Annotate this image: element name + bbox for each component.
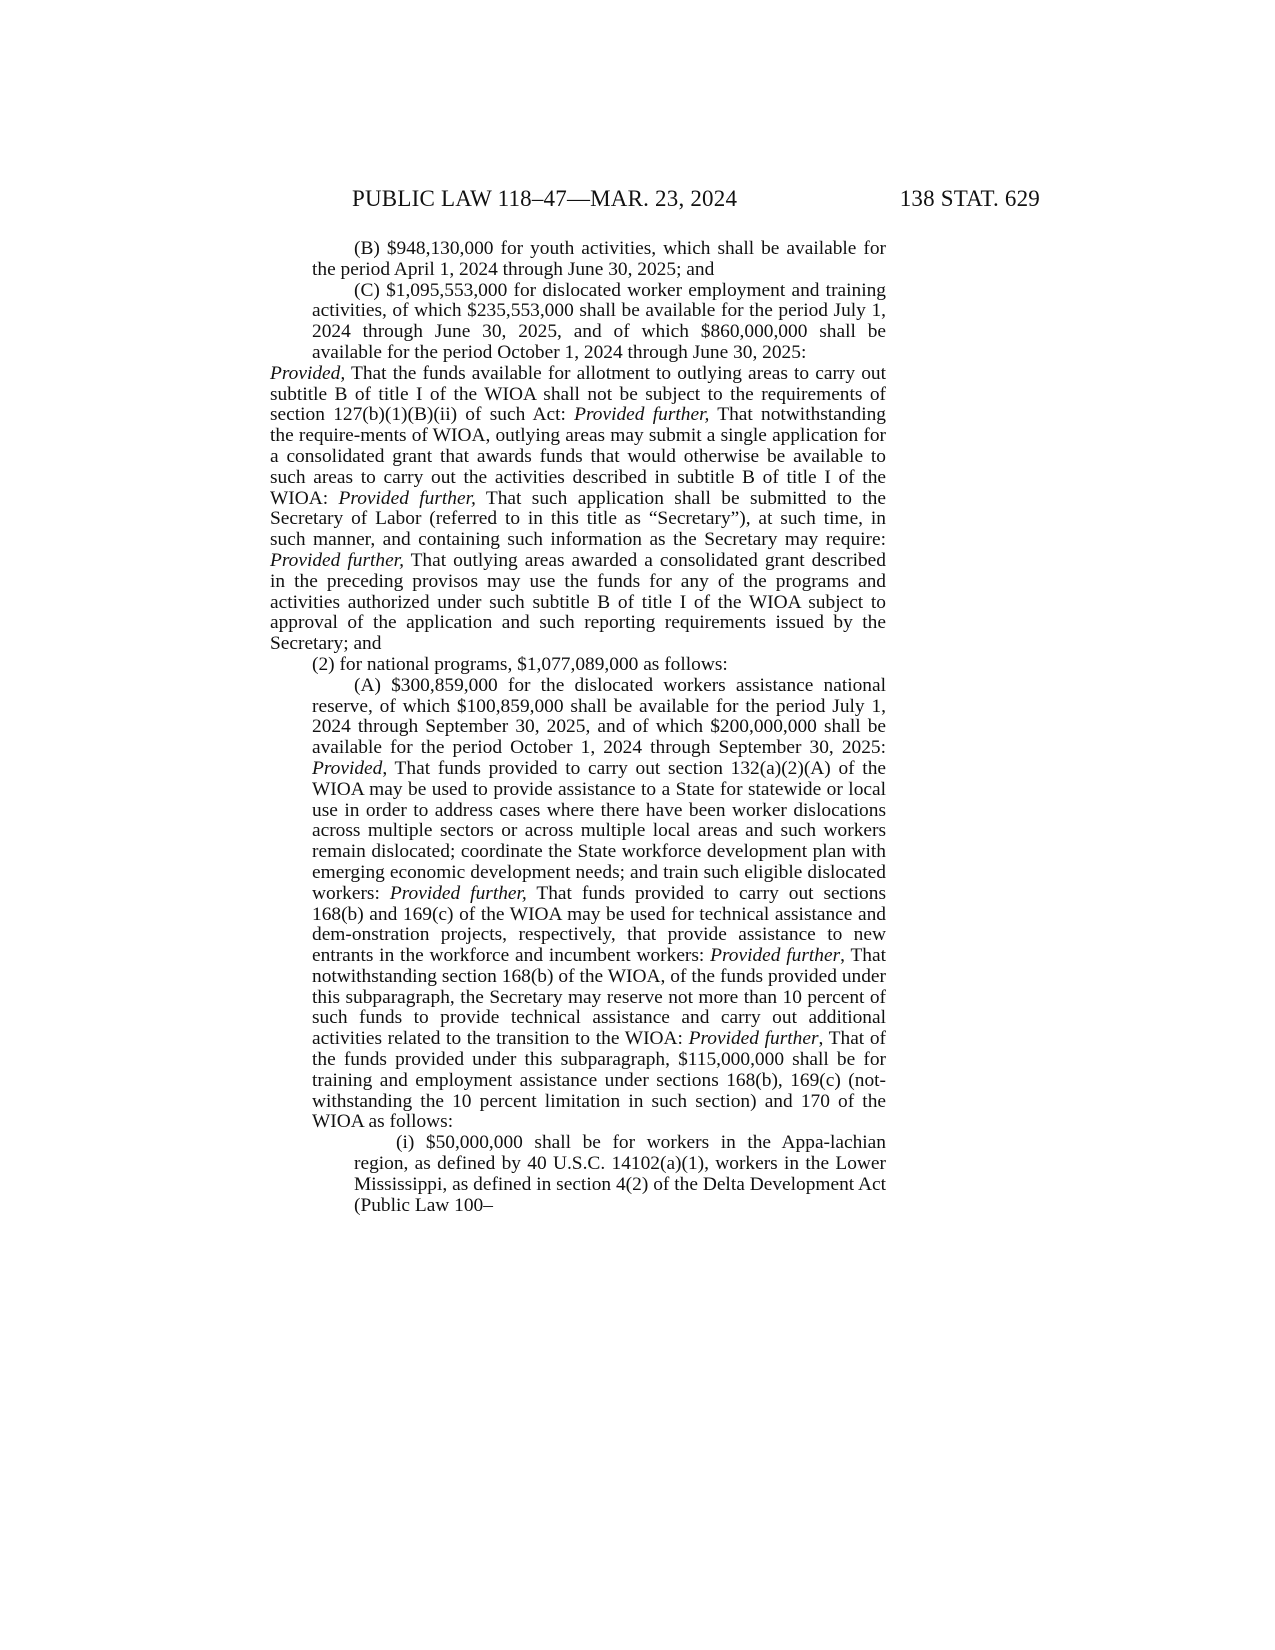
proviso-phrase: Provided further,: [338, 487, 476, 509]
statute-text: That notwithstanding the require-ments of WIOA, outlying areas may submit a single application for a consolidated grant that awards funds that would otherwise be available to such areas to carry out the activities described in subtitle B of title I of the WIOA:: [270, 404, 886, 509]
paragraph-B: [312, 239, 886, 281]
statute-text: , That notwithstanding section 168(b) of the WIOA, of the funds provided under this subparagraph, the Secretary may reserve not more than 10 percent of such funds to provide technical assistance and carry out additional activities related to the transition to the WIOA:: [312, 945, 886, 1050]
paragraph-provisos: [270, 364, 886, 655]
proviso-phrase: Provided further,: [574, 404, 710, 426]
proviso-phrase: Provided: [312, 757, 383, 779]
paragraph-A: [312, 676, 886, 1134]
statute-text: That the funds available for allotment to outlying areas to carry out subtitle B of title I of the WIOA shall not be subject to the requirements of section 127(b)(1)(B)(ii) of such Act:: [270, 362, 886, 426]
proviso-phrase: Provided further: [688, 1028, 819, 1050]
statute-text: That funds provided to carry out sections 168(b) and 169(c) of the WIOA may be used for technical assistance and dem-onstration projects, respectively, that provide assistance to new entrants in the workforce and incumbent workers:: [312, 882, 886, 967]
statute-text: (C) $1,095,553,000 for dislocated worker employment and training activities, of which $235,553,000 shall be available for the period July 1, 2024 through June 30, 2025, and of which $860,000,000 shall be available for the period October 1, 2024 through June 30, 2025:: [312, 279, 886, 363]
statute-text: , That funds provided to carry out section 132(a)(2)(A) of the WIOA may be used to provide assistance to a State for statewide or local use in order to address cases where there have been worker dislocations across multiple sectors or across multiple local areas and such workers remain dislocated; coordinate the State workforce development plan with emerging economic development needs; and train such eligible dislocated workers:: [312, 757, 886, 904]
statute-text: (2) for national programs, $1,077,089,000 as follows:: [312, 653, 728, 675]
statute-text: , That of the funds provided under this subparagraph, $115,000,000 shall be for training and employment assistance under sections 168(b), 169(c) (not-withstanding the 10 percent limitation in such section) and 170 of the WIOA as follows:: [312, 1028, 886, 1133]
statute-text: That outlying areas awarded a consolidated grant described in the preceding provisos may use the funds for any of the programs and activities authorized under such subtitle B of title I of the WIOA subject to approval of the application and such reporting requirements issued by the Secretary; and: [270, 549, 886, 655]
statute-text: That such application shall be submitted to the Secretary of Labor (referred to in this title as “Secretary”), at such time, in such manner, and containing such information as the Secretary may require:: [270, 487, 886, 551]
paragraph-C: [312, 281, 886, 364]
law-title: PUBLIC LAW 118–47—MAR. 23, 2024: [352, 186, 738, 211]
proviso-phrase: Provided further: [710, 945, 841, 967]
statute-text: (A) $300,859,000 for the dislocated workers assistance national reserve, of which $100,859,000 shall be available for the period July 1, 2024 through September 30, 2025, and of which $200,000,000 shall be available for the period October 1, 2024 through September 30, 2025:: [312, 674, 886, 759]
proviso-phrase: Provided,: [270, 362, 346, 384]
proviso-phrase: Provided further,: [389, 882, 527, 904]
statute-text: (B) $948,130,000 for youth activities, which shall be available for the period April 1, 2024 through June 30, 2025; and: [312, 238, 886, 280]
paragraph-i: [354, 1133, 886, 1216]
running-header: [270, 186, 1040, 220]
paragraph-2: [270, 655, 886, 676]
statute-text: (i) $50,000,000 shall be for workers in the Appa-lachian region, as defined by 40 U.S.C. 14102(a)(1), workers in the Lower Mississippi, as defined in section 4(2) of the Delta Development Act (Public Law 100–: [354, 1132, 886, 1216]
proviso-phrase: Provided further,: [270, 549, 404, 571]
page-folio: 138 STAT. 629: [899, 186, 1040, 211]
statute-body: [270, 239, 886, 1216]
